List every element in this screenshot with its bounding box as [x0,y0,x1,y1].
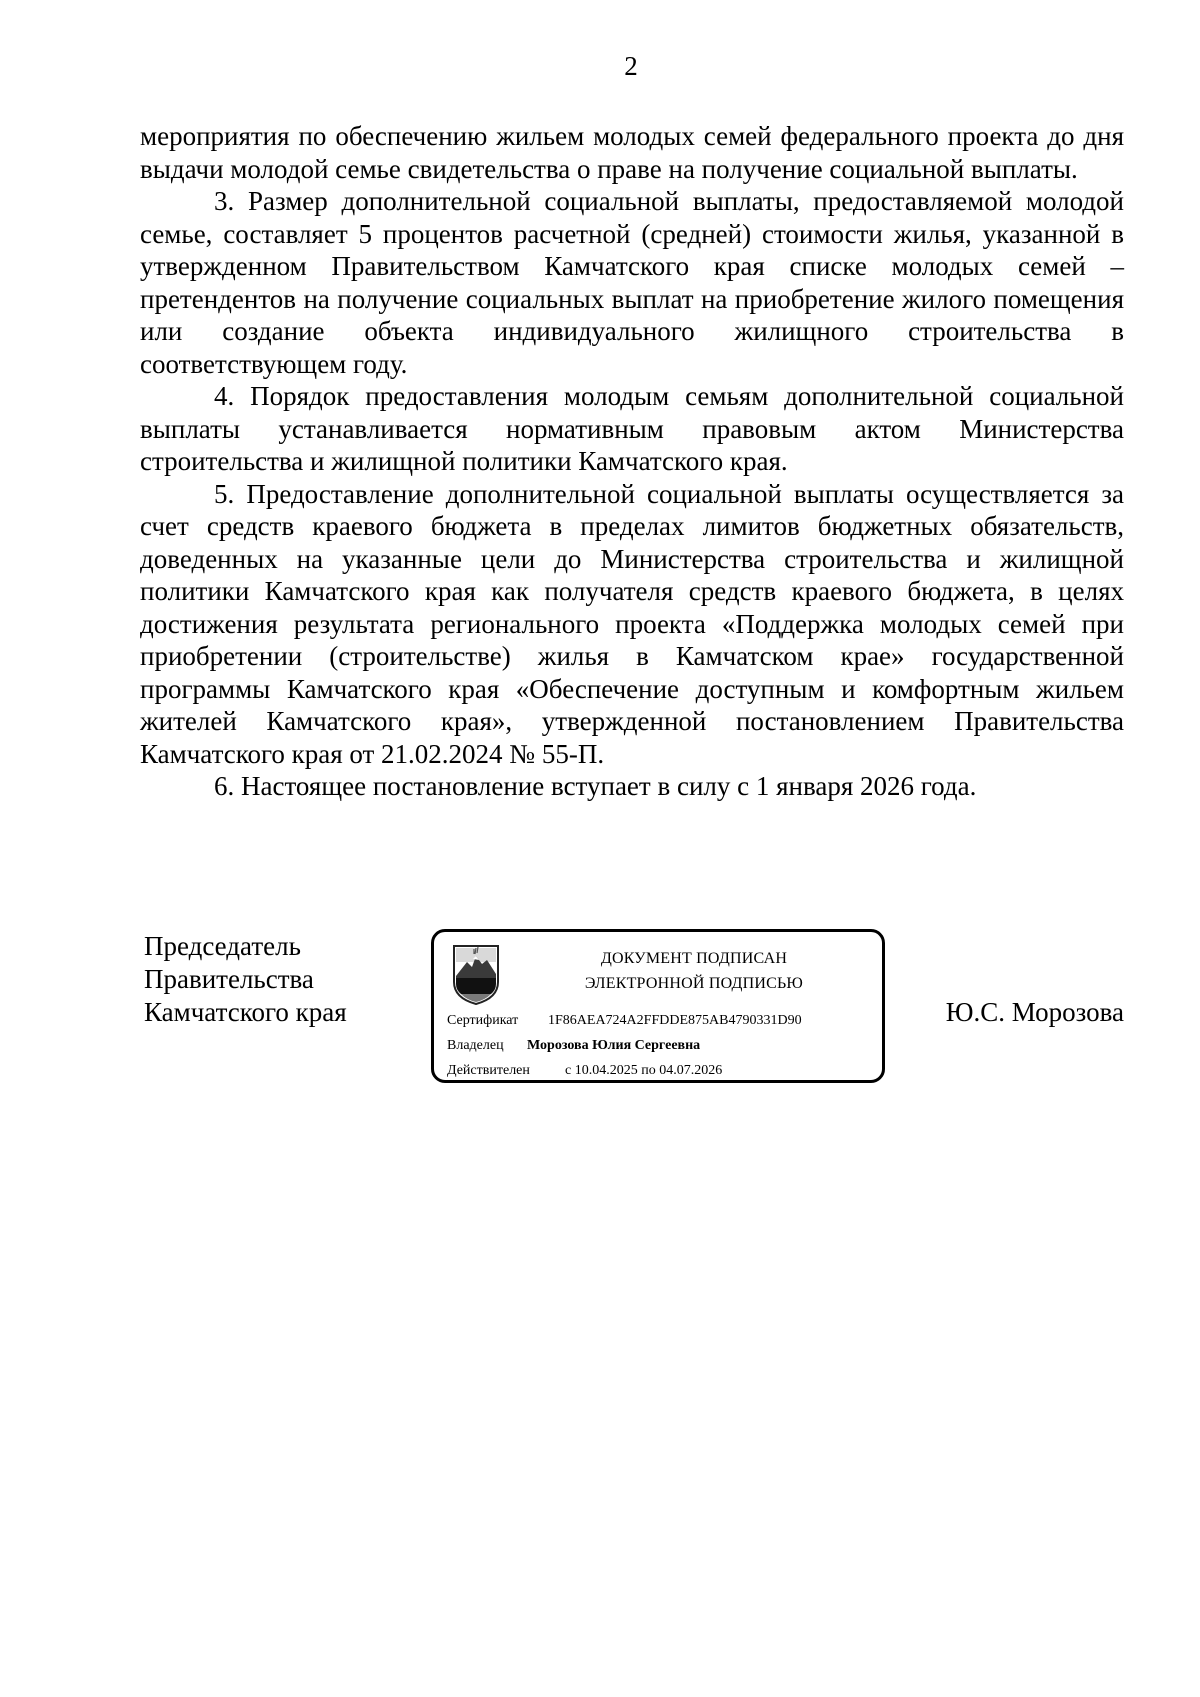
document-body [140,120,1124,803]
page-number: 2 [624,51,638,81]
paragraph-item-6: 6. Настоящее постановление вступает в силу с 1 января 2026 года. [214,771,977,801]
electronic-signature-stamp [431,929,885,1083]
stamp-certificate-label: Сертификат [447,1013,519,1028]
stamp-owner-label: Владелец [447,1038,504,1053]
paragraph-item-5: 5. Предоставление дополнительной социальной выплаты осуществляется за счет средств краевого бюджета в пределах лимитов бюджетных обязательств, доведенных на указанные цели до Министерства строительства и жилищной политики Камчатского края как получателя средств краевого бюджета, в целях достижения результата регионального проекта «Поддержка молодых семей при приобретении (строительстве) жилья в Камчатском крае» государственной программы Камчатского края «Обеспечение доступным и комфортным жильем жителей Камчатского края», утвержденной постановлением Правительства Камчатского края от 21.02.2024 № 55-П. [140,478,1124,769]
stamp-validity-row [447,1063,722,1079]
paragraph-item-3: 3. Размер дополнительной социальной выплаты, предоставляемой молодой семье, составляет 5 процентов расчетной (средней) стоимости жилья, указанной в утвержденном Правительством Камчатского края списке молодых семей – претендентов на получение социальных выплат на приобретение жилого помещения или создание объекта индивидуального жилищного строительства в соответствующем году. [140,186,1124,379]
stamp-certificate-value: 1F86AEA724A2FFDDE875AB4790331D90 [548,1013,802,1028]
stamp-certificate-row [447,1013,802,1029]
stamp-validity-label: Действителен [447,1063,530,1078]
paragraph-item-4: 4. Порядок предоставления молодым семьям дополнительной социальной выплаты устанавливается нормативным правовым актом Министерства строительства и жилищной политики Камчатского края. [140,381,1124,476]
stamp-heading-line: ДОКУМЕНТ ПОДПИСАН [600,950,788,967]
stamp-heading-line: ЭЛЕКТРОННОЙ ПОДПИСЬЮ [584,975,804,992]
paragraph-continuation: мероприятия по обеспечению жильем молодых семей федерального проекта до дня выдачи молодой семье свидетельства о праве на получение социальной выплаты. [140,121,1124,184]
stamp-owner-row [447,1038,700,1054]
signer-title-line: Председатель [144,931,301,961]
signer-name: Ю.С. Морозова [945,997,1124,1027]
signer-title [144,930,347,1029]
stamp-validity-value: с 10.04.2025 по 04.07.2026 [565,1063,723,1078]
signer-title-line: Камчатского края [144,997,347,1027]
stamp-owner-value: Морозова Юлия Сергеевна [527,1038,701,1053]
stamp-heading [514,946,874,996]
kamchatka-coat-of-arms-icon [451,942,501,1006]
signer-title-line: Правительства [144,964,314,994]
